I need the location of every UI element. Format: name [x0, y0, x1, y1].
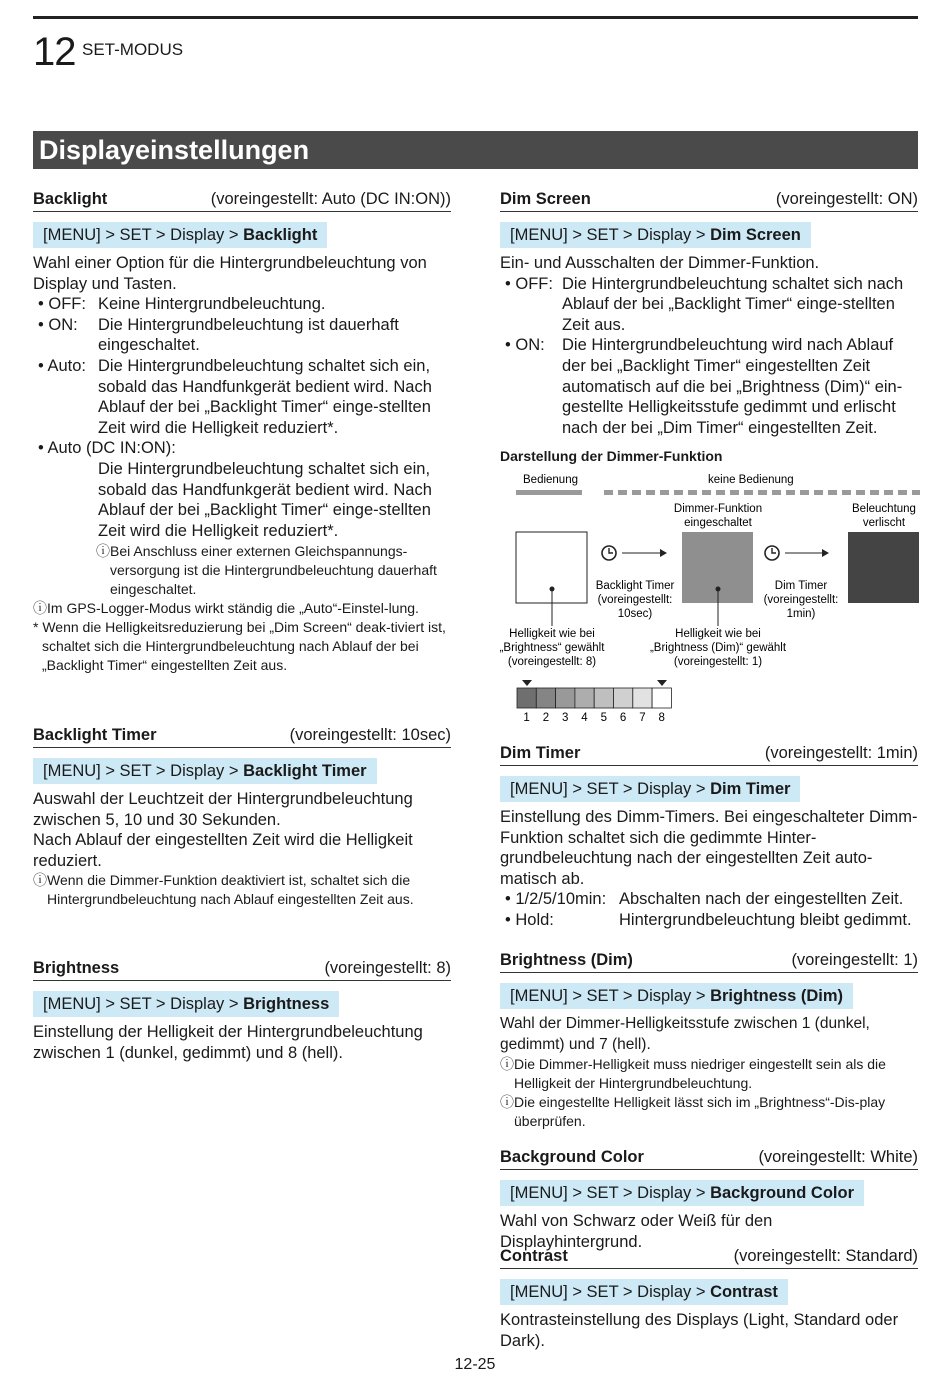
menu-prefix: [MENU] > SET > Display > [43, 226, 244, 244]
dash-segment [758, 490, 767, 495]
brightness-scale [517, 688, 671, 724]
info-circle-icon: ⓘ [500, 1094, 514, 1111]
chapter-title: SET-MODUS [82, 40, 184, 59]
scale-label-4: 4 [581, 712, 588, 724]
backlight-star-note: * Wenn die Helligkeitsreduzierung bei „Dim Screen“ deak-tiviert ist, schaltet sich die Hintergrundbeleuchtung nach Ablauf der bei „Backlight Timer“ eingestellten Zeit aus. [33, 619, 446, 674]
scale-marker-icon [522, 680, 532, 686]
brightness-default: (voreingestellt: 8) [324, 959, 451, 977]
menu-prefix: [MENU] > SET > Display > [43, 762, 244, 780]
dim-timer-label-2: (voreingestellt: [763, 594, 839, 606]
note-text: Wenn die Dimmer-Funktion deaktiviert ist, schaltet sich die Hintergrundbeleuchtung nach Ablauf eingestellten Zeit aus. [47, 872, 414, 908]
menu-prefix: [MENU] > SET > Display > [510, 780, 711, 798]
chapter-number: 12 [33, 30, 76, 74]
menu-item: Brightness (Dim) [710, 987, 843, 1005]
backlight-gps-note [33, 599, 451, 618]
bullet-text: Die Hintergrundbeleuchtung ist dauerhaft eingeschaltet. [98, 315, 399, 355]
bullet-text: Hintergrundbeleuchtung bleibt gedimmt. [619, 910, 912, 929]
contrast-section [500, 1246, 918, 1351]
brightness-dim-default: (voreingestellt: 1) [791, 951, 918, 969]
menu-item: Background Color [710, 1184, 854, 1202]
backlight-timer-section [33, 725, 451, 909]
menu-prefix: [MENU] > SET > Display > [510, 1283, 711, 1301]
backlight-timer-heading [33, 725, 451, 748]
dash-segment [716, 490, 725, 495]
dash-segment [632, 490, 641, 495]
dash-segment [660, 490, 669, 495]
backlight-autodc-note [33, 542, 451, 599]
scale-label-6: 6 [619, 712, 627, 724]
backlight-timer-menu-path [33, 758, 377, 784]
arrow-right-icon [785, 549, 829, 557]
bright-mid-label-3: (voreingestellt: 1) [673, 656, 763, 668]
contrast-text: Kontrasteinstellung des Displays (Light, Standard oder Dark). [500, 1311, 899, 1350]
backlight-timer-note [33, 871, 451, 909]
dimmer-diagram [500, 466, 920, 726]
backlight-timer-default: (voreingestellt: 10sec) [289, 726, 451, 744]
top-rule [33, 16, 918, 19]
dim-timer-menu-path [500, 776, 800, 802]
brightness-title: Brightness [33, 959, 120, 977]
brightness-dim-title: Brightness (Dim) [500, 951, 633, 969]
operation-bar [516, 490, 582, 495]
label-operation: Bedienung [523, 474, 578, 486]
dash-segment [898, 490, 907, 495]
scale-cell-7 [633, 688, 652, 708]
brightness-dim-section [500, 950, 918, 1131]
backlight-timer-label-2: (voreingestellt: [597, 594, 673, 606]
menu-item: Brightness [243, 995, 330, 1013]
dim-timer-heading [500, 743, 918, 766]
background-color-title: Background Color [500, 1148, 644, 1166]
menu-item: Dim Timer [710, 780, 791, 798]
pointer-dot [550, 587, 555, 592]
dim-timer-title: Dim Timer [500, 744, 581, 762]
bright-mid-label-2: „Brightness (Dim)“ gewählt [649, 642, 787, 654]
brightness-section [33, 958, 451, 1063]
bullet-key: • OFF: [38, 295, 86, 314]
backlight-autodc-text: Die Hintergrundbeleuchtung schaltet sich ein, sobald das Handfunkgerät bedient wird. Nach Ablauf der bei „Backlight Timer“ einge-stellten Zeit wird die Helligkeit reduziert*. [98, 459, 432, 540]
note-text: Im GPS-Logger-Modus wirkt ständig die „Auto“-Einstel-lung. [47, 600, 419, 617]
brightness-menu-path [33, 991, 339, 1017]
note-text: Bei Anschluss einer externen Gleichspannungs-versorgung ist die Hintergrundbeleuchtung dauerhaft eingeschaltet. [110, 543, 437, 598]
dim-screen-section [500, 189, 918, 438]
background-color-text: Wahl von Schwarz oder Weiß für den Displayhintergrund. [500, 1212, 773, 1251]
info-circle-icon: ⓘ [33, 600, 47, 617]
scale-cell-3 [556, 688, 575, 708]
arrow-right-icon [622, 549, 667, 557]
dim-timer-section [500, 743, 918, 931]
scale-cell-5 [594, 688, 613, 708]
dim-screen-intro: Ein- und Ausschalten der Dimmer-Funktion. [500, 254, 820, 272]
contrast-heading [500, 1246, 918, 1269]
pointer-dot [716, 587, 721, 592]
clock-icon [602, 546, 616, 560]
scale-label-7: 7 [639, 712, 646, 724]
dash-segment [772, 490, 781, 495]
scale-cell-4 [575, 688, 594, 708]
backlight-timer-label-3: 10sec) [617, 608, 653, 620]
info-circle-icon: ⓘ [96, 543, 110, 560]
dim-screen-title: Dim Screen [500, 190, 591, 208]
dim-screen-menu-path [500, 222, 811, 248]
brightness-dim-note2 [500, 1093, 918, 1131]
dash-segment [856, 490, 865, 495]
dash-segment [828, 490, 837, 495]
dim-screen-off-item [500, 274, 918, 336]
backlight-timer-text1: Auswahl der Leuchtzeit der Hintergrundbeleuchtung zwischen 5, 10 und 30 Sekunden. [33, 790, 413, 829]
section-banner [33, 131, 918, 169]
bullet-key: • OFF: [505, 274, 553, 293]
label-no-operation: keine Bedienung [708, 474, 794, 486]
note-text: Die eingestellte Helligkeit lässt sich im „Brightness“-Dis-play überprüfen. [514, 1094, 886, 1130]
dash-segment [702, 490, 711, 495]
bullet-key: • Hold: [505, 910, 554, 929]
bullet-text: Keine Hintergrundbeleuchtung. [98, 295, 326, 314]
banner-title: Displayeinstellungen [39, 135, 310, 165]
label-dimmer-on-1: Dimmer-Funktion [673, 503, 763, 515]
label-light-off-2: verlischt [862, 517, 906, 529]
diagram-title: Darstellung der Dimmer-Funktion [500, 448, 723, 464]
backlight-autodc-key: • Auto (DC IN:ON): [38, 439, 176, 458]
contrast-menu-path [500, 1279, 788, 1305]
menu-prefix: [MENU] > SET > Display > [510, 1184, 711, 1202]
dash-segment [688, 490, 697, 495]
brightness-dim-heading [500, 950, 918, 973]
bright-left-label-1: Helligkeit wie bei [509, 628, 595, 640]
no-operation-bar [604, 490, 920, 495]
menu-prefix: [MENU] > SET > Display > [43, 995, 244, 1013]
backlight-menu-path [33, 222, 327, 248]
dim-screen-heading [500, 189, 918, 212]
dim-timer-text: Einstellung des Dimm-Timers. Bei eingeschalteter Dimm-Funktion schaltet sich die gedimmte Hinter-grundbeleuchtung nach der eingestellten Zeit auto-matisch ab. [500, 808, 918, 888]
clock-icon [765, 546, 779, 560]
bright-mid-label-1: Helligkeit wie bei [675, 628, 761, 640]
menu-item: Dim Screen [710, 226, 801, 244]
screen-off [848, 532, 919, 603]
dash-segment [786, 490, 795, 495]
menu-item: Contrast [710, 1283, 778, 1301]
menu-item: Backlight Timer [243, 762, 367, 780]
brightness-text: Einstellung der Helligkeit der Hintergrundbeleuchtung zwischen 1 (dunkel, gedimmt) und 8 (hell). [33, 1023, 423, 1062]
dash-segment [800, 490, 809, 495]
scale-label-1: 1 [523, 712, 530, 724]
dash-segment [674, 490, 683, 495]
scale-cell-8 [652, 688, 671, 708]
bullet-key: • Auto: [38, 356, 86, 375]
brightness-dim-text: Wahl der Dimmer-Helligkeitsstufe zwischen 1 (dunkel, gedimmt) und 7 (hell). [500, 1015, 870, 1053]
dash-segment [604, 490, 613, 495]
bullet-key: • ON: [38, 315, 78, 334]
background-color-default: (voreingestellt: White) [758, 1148, 918, 1166]
menu-item: Backlight [243, 226, 318, 244]
bullet-text: Die Hintergrundbeleuchtung schaltet sich nach Ablauf der bei „Backlight Timer“ einge-stellten Zeit aus. [562, 274, 904, 334]
bright-left-label-2: „Brightness“ gewählt [500, 642, 605, 654]
bullet-key: • ON: [505, 336, 545, 355]
brightness-heading [33, 958, 451, 981]
dash-segment [730, 490, 739, 495]
scale-cell-1 [517, 688, 536, 708]
dim-timer-opt2 [500, 910, 918, 931]
backlight-timer-label-1: Backlight Timer [595, 580, 675, 592]
background-color-heading [500, 1147, 918, 1170]
menu-prefix: [MENU] > SET > Display > [510, 987, 711, 1005]
dash-segment [814, 490, 823, 495]
dash-segment [884, 490, 893, 495]
brightness-dim-note1 [500, 1055, 918, 1093]
dim-screen-on-item [500, 335, 918, 438]
info-circle-icon: ⓘ [33, 872, 47, 889]
label-light-off-1: Beleuchtung [852, 503, 916, 515]
dash-segment [646, 490, 655, 495]
backlight-auto-item [33, 356, 451, 438]
background-color-section [500, 1147, 918, 1252]
label-dimmer-on-2: eingeschaltet [684, 517, 752, 529]
backlight-off-item [33, 294, 451, 315]
brightness-dim-menu-path [500, 983, 853, 1009]
backlight-heading [33, 189, 451, 212]
backlight-timer-text2: Nach Ablauf der eingestellten Zeit wird die Helligkeit reduziert. [33, 831, 413, 870]
dash-segment [870, 490, 879, 495]
scale-label-8: 8 [658, 712, 665, 724]
bullet-text: Die Hintergrundbeleuchtung schaltet sich ein, sobald das Handfunkgerät bedient wird. Nach Ablauf der bei „Backlight Timer“ einge-stellten Zeit wird die Helligkeit reduziert*. [98, 356, 432, 437]
scale-cell-2 [536, 688, 555, 708]
dash-segment [744, 490, 753, 495]
contrast-title: Contrast [500, 1247, 568, 1265]
bright-left-label-3: (voreingestellt: 8) [507, 656, 597, 668]
menu-prefix: [MENU] > SET > Display > [510, 226, 711, 244]
contrast-default: (voreingestellt: Standard) [733, 1247, 918, 1265]
dash-segment [912, 490, 920, 495]
bullet-text: Die Hintergrundbeleuchtung wird nach Ablauf der bei „Backlight Timer“ eingestellten Zeit automatisch auf die bei „Brightness (Dim)“ ein-gestellte Helligkeitsstufe gedimmt und erlischt nach der bei „Dim Timer“ eingestellten Zeit. [562, 336, 903, 437]
note-text: Die Dimmer-Helligkeit muss niedriger eingestellt sein als die Helligkeit der Hintergrundbeleuchtung. [514, 1056, 886, 1092]
info-circle-icon: ⓘ [500, 1056, 514, 1073]
backlight-default: (voreingestellt: Auto (DC IN:ON)) [210, 190, 451, 208]
backlight-on-item [33, 315, 451, 356]
dim-timer-opt1 [500, 889, 918, 910]
bullet-key: • 1/2/5/10min: [505, 890, 607, 909]
backlight-title: Backlight [33, 190, 108, 208]
background-color-menu-path [500, 1180, 864, 1206]
dim-timer-label-3: 1min) [786, 608, 816, 620]
dash-segment [618, 490, 627, 495]
bullet-text: Abschalten nach der eingestellten Zeit. [619, 890, 904, 909]
page-number: 12-25 [454, 1356, 496, 1373]
scale-cell-6 [614, 688, 633, 708]
dim-screen-default: (voreingestellt: ON) [775, 190, 918, 208]
dim-timer-default: (voreingestellt: 1min) [764, 744, 918, 762]
scale-label-5: 5 [600, 712, 608, 724]
dash-segment [842, 490, 851, 495]
scale-marker-icon [657, 680, 667, 686]
backlight-intro: Wahl einer Option für die Hintergrundbeleuchtung von Display und Tasten. [33, 254, 427, 293]
dim-timer-label-1: Dim Timer [774, 580, 828, 592]
scale-label-3: 3 [561, 712, 569, 724]
backlight-section [33, 189, 451, 675]
scale-label-2: 2 [542, 712, 550, 724]
backlight-timer-title: Backlight Timer [33, 726, 157, 744]
